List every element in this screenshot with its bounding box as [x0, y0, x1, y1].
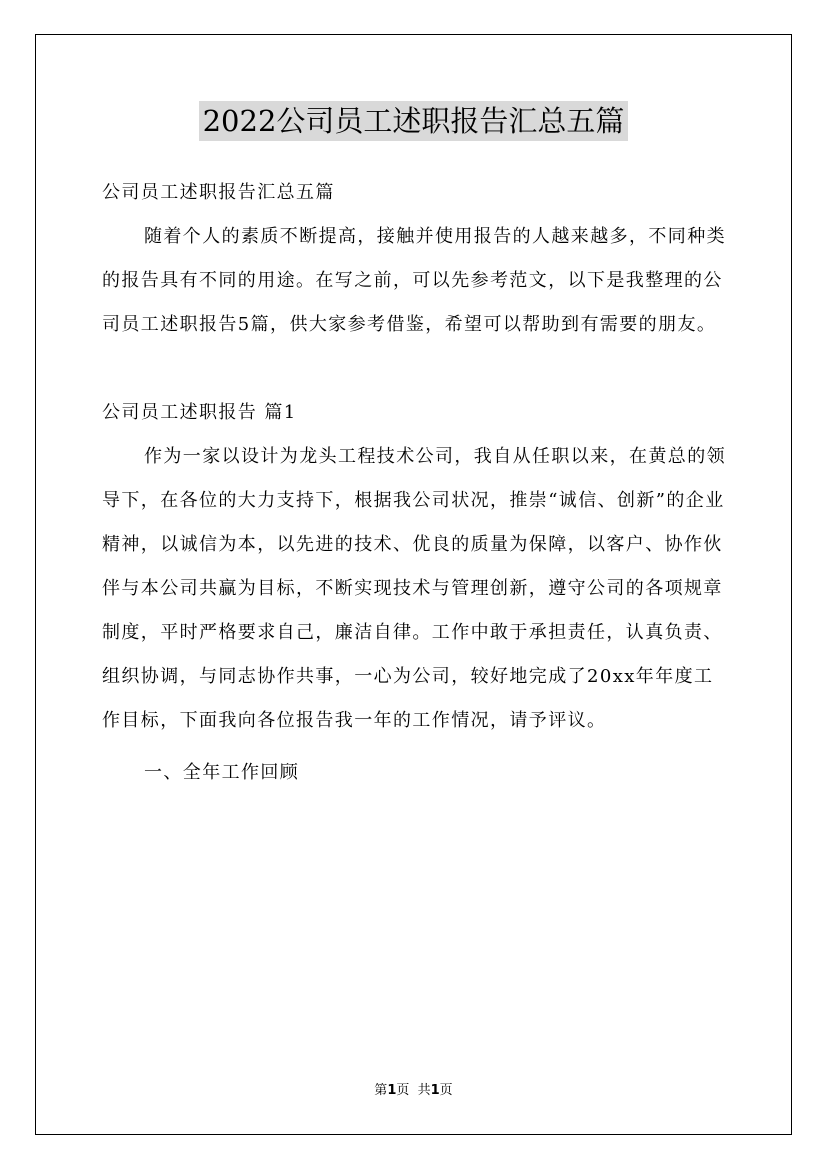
footer-suffix: 页 — [439, 1083, 453, 1098]
section-heading: 公司员工述职报告 篇1 — [102, 402, 297, 423]
footer-current-page: 1 — [387, 1083, 397, 1098]
footer-mid: 页 共 — [396, 1083, 431, 1098]
footer-total-pages: 1 — [430, 1083, 440, 1098]
document-subtitle: 公司员工述职报告汇总五篇 — [102, 182, 335, 203]
section-body-paragraph: 作为一家以设计为龙头工程技术公司，我自从任职以来，在黄总的领导下，在各位的大力支持下，根据我公司状况，推崇“诚信、创新”的企业精神，以诚信为本，以先进的技术、优良的质量为保障，以客户、协作伙伴与本公司共赢为目标，不断实现技术与管理创新，遵守公司的各项规章制度，平时严格要求自己，廉洁自律。工作中敢于承担责任，认真负责、组织协调，与同志协作共事，一心为公司，较好地完成了20xx年年度工作目标，下面我向各位报告我一年的工作情况，请予评议。 — [102, 446, 726, 731]
document-body — [102, 171, 726, 795]
page-footer — [0, 1081, 827, 1101]
subheading-work-review: 一、全年工作回顾 — [144, 762, 300, 783]
intro-paragraph: 随着个人的素质不断提高，接触并使用报告的人越来越多，不同种类的报告具有不同的用途。在写之前，可以先参考范文，以下是我整理的公司员工述职报告5篇，供大家参考借鉴，希望可以帮助到有需要的朋友。 — [102, 226, 726, 335]
document-title — [0, 101, 827, 141]
document-title-text: 2022公司员工述职报告汇总五篇 — [199, 101, 629, 141]
footer-prefix: 第 — [374, 1083, 388, 1098]
